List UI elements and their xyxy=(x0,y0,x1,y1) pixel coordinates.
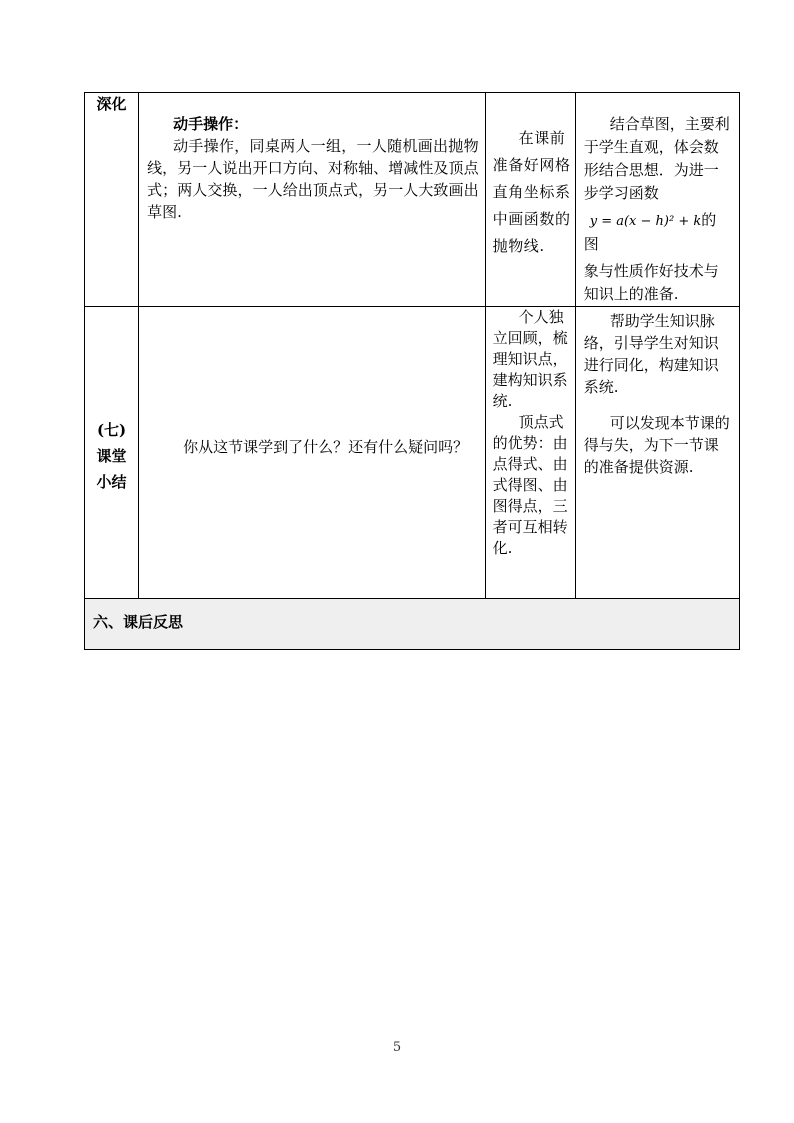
stage-number: (七) xyxy=(96,420,127,439)
formula-suffix: 的图 xyxy=(583,211,717,253)
design-intent-text-continued: 象与性质作好技术与知识上的准备. xyxy=(583,262,719,303)
student-activity-review: 个人独立回顾，梳理知识点，建构知识系统. xyxy=(492,308,568,410)
table-row-deepen xyxy=(85,93,740,307)
stage-label-deepen xyxy=(85,93,139,307)
lesson-plan-table xyxy=(84,92,740,650)
stage-label-summary xyxy=(85,307,139,599)
formula-line xyxy=(584,209,731,256)
student-activity-cell-summary xyxy=(485,307,575,599)
content-cell-summary xyxy=(139,307,486,599)
design-intent-cell-deepen xyxy=(575,93,739,307)
student-activity-vertex-advantage: 顶点式的优势：由点得式、由式得图、由图得点，三者可互相转化. xyxy=(492,413,568,557)
design-intent-text: 结合草图，主要利于学生直观，体会数形结合思想．为进一步学习函数 xyxy=(583,115,730,202)
stage-label-line3: 小结 xyxy=(96,472,127,491)
vertex-form-formula: y = a(x − h)² + k xyxy=(589,214,702,229)
spacer xyxy=(584,398,731,412)
content-heading: 动手操作： xyxy=(173,115,249,133)
table-row-reflection xyxy=(85,599,740,650)
reflection-section xyxy=(85,599,740,650)
content-cell-deepen xyxy=(139,93,486,307)
summary-question: 你从这节课学到了什么？还有什么疑问吗？ xyxy=(183,437,469,456)
page-number: 5 xyxy=(392,1040,402,1055)
stage-label-line2: 课堂 xyxy=(96,446,127,465)
stage-label-text: 深化 xyxy=(96,95,127,113)
content-body: 动手操作，同桌两人一组，一人随机画出抛物线，另一人说出开口方向、对称轴、增减性及顶点式；两人交换，一人给出顶点式，另一人大致画出草图. xyxy=(147,137,479,221)
reflection-heading: 六、课后反思 xyxy=(93,613,184,631)
design-intent-knowledge: 帮助学生知识脉络，引导学生对知识进行同化，构建知识系统. xyxy=(583,312,719,396)
design-intent-cell-summary xyxy=(575,307,739,599)
student-activity-cell-deepen xyxy=(485,93,575,307)
table-row-summary xyxy=(85,307,740,599)
student-activity-text: 在课前准备好网格直角坐标系中画函数的抛物线. xyxy=(492,129,571,255)
design-intent-reflection: 可以发现本节课的得与失，为下一节课的准备提供资源. xyxy=(583,414,730,476)
